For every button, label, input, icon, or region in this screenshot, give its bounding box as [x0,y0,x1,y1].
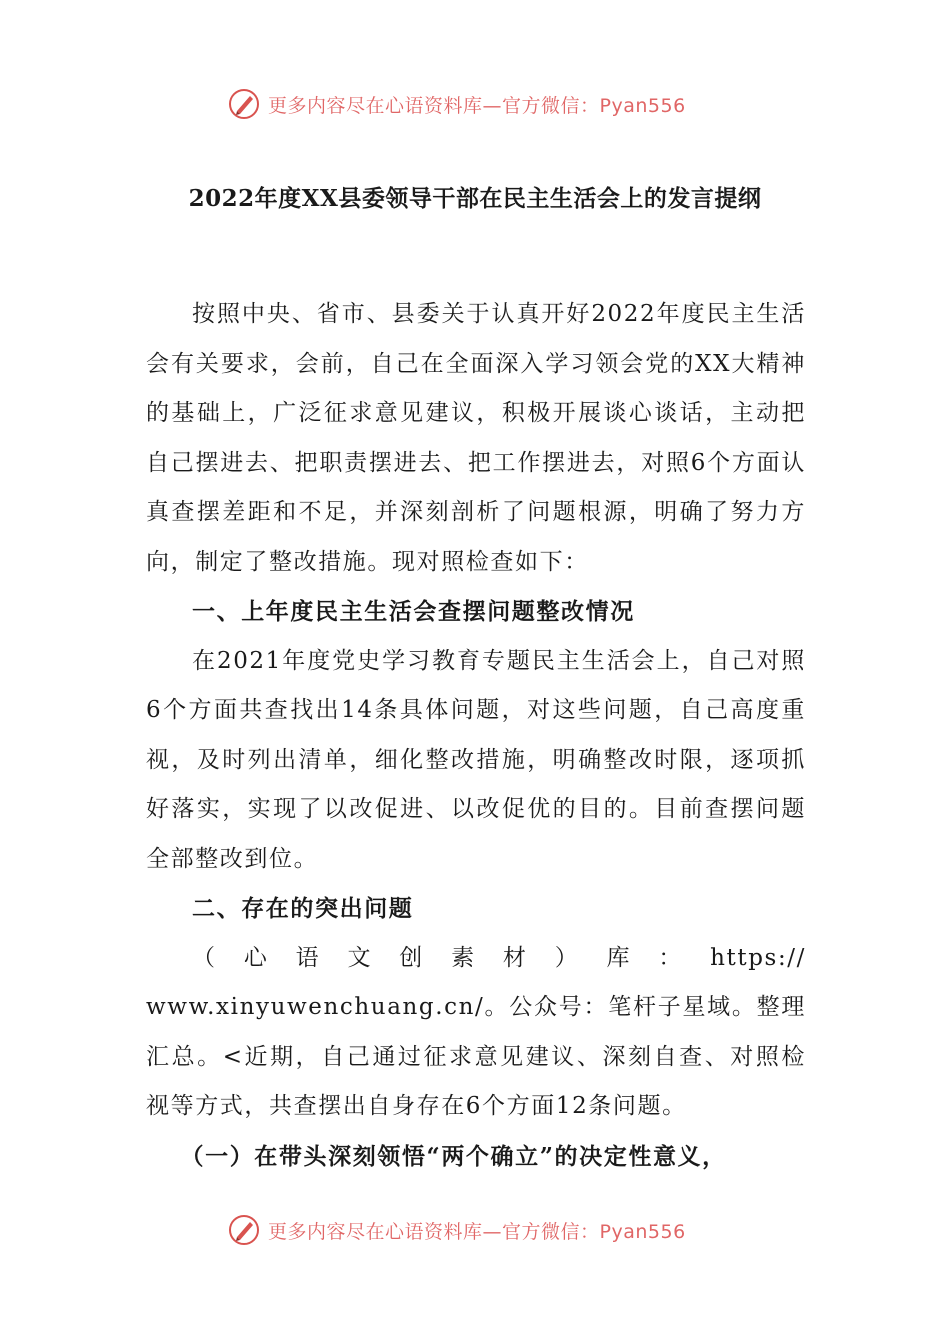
intro-paragraph: 按照中央、省市、县委关于认真开好2022年度民主生活会有关要求，会前，自己在全面深入学习领会党的XX大精神的基础上，广泛征求意见建议，积极开展谈心谈话，主动把自己摆进去、把职责摆进去、把工作摆进去，对照6个方面认真查摆差距和不足，并深刻剖析了问题根源，明确了努力方向，制定了整改措施。现对照检查如下： [146,301,806,575]
watermark-text: 更多内容尽在心语资料库—官方微信：Pyan556 [268,1220,686,1243]
watermark-banner-top [228,86,686,122]
pen-logo-icon [228,88,260,120]
source-char: 素 [451,944,476,971]
source-line [146,934,806,984]
source-char: 材 [502,944,528,971]
source-char: 文 [347,944,373,971]
document-body [146,290,806,1181]
section2-paragraph: www.xinyuwenchuang.cn/。公众号：笔杆子星域。整理汇总。<近期，自己通过征求意见建议、深刻自查、对照检视等方式，共查摆出自身存在6个方面12条问题。 [146,994,806,1119]
subsection1-heading: （一）在带头深刻领悟“两个确立”的决定性意义， [180,1142,727,1170]
source-char: ） [554,944,580,971]
section1-heading: 一、上年度民主生活会查摆问题整改情况 [192,598,635,625]
source-url-start[interactable]: https:// [710,944,806,971]
pen-logo-icon [228,1214,260,1246]
source-char: 语 [295,944,321,971]
document-title: 2022年度XX县委领导干部在民主生活会上的发言提纲 [188,185,762,212]
section1-paragraph: 在2021年度党史学习教育专题民主生活会上，自己对照6个方面共查找出14条具体问题，对这些问题，自己高度重视，及时列出清单，细化整改措施，明确整改时限，逐项抓好落实，实现了以改促进、以改促优的目的。目前查摆问题全部整改到位。 [146,647,806,872]
source-char: ： [658,944,683,971]
section2-heading: 二、存在的突出问题 [192,895,414,922]
source-char: （ [192,944,217,971]
source-char: 创 [399,944,424,971]
watermark-banner-bottom [228,1212,686,1248]
watermark-text: 更多内容尽在心语资料库—官方微信：Pyan556 [268,94,686,117]
source-char: 心 [243,944,269,971]
source-char: 库 [606,944,632,971]
